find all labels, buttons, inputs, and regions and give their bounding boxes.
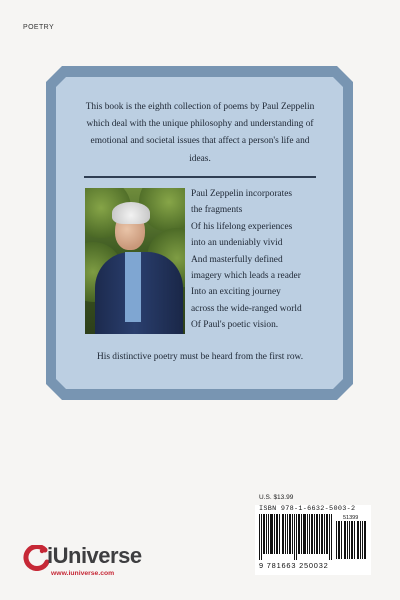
closing-line: His distinctive poetry must be heard from the first row. <box>96 352 304 362</box>
bio-line: into an undeniably vivid <box>191 238 283 249</box>
bio-line: And masterfully defined <box>191 254 283 265</box>
price-barcode <box>336 521 366 559</box>
iuniverse-logo-icon <box>23 545 49 571</box>
bio-line: Of his lifelong experiences <box>191 221 293 232</box>
barcode-number: 9 781663 250032 <box>259 561 329 570</box>
price-label: U.S. $13.99 <box>259 494 294 501</box>
isbn-barcode <box>259 514 333 560</box>
isbn-text: ISBN 978-1-6632-5003-2 <box>259 505 356 513</box>
intro-paragraph: This book is the eighth collection of poems by Paul Zeppelin which deal with the unique philosophy and understanding of emotional and societal issues that affect a person's life and ideas. <box>85 102 315 164</box>
bio-line: Into an exciting journey <box>191 287 281 298</box>
author-photo <box>85 188 185 334</box>
bio-line: imagery which leads a reader <box>191 271 301 282</box>
author-bio <box>191 186 331 334</box>
bio-line: across the wide-ranged world <box>191 303 302 314</box>
bio-line: Paul Zeppelin incorporates <box>191 189 293 199</box>
divider-rule <box>84 176 316 178</box>
price-code: 51399 <box>343 515 359 521</box>
publisher-url: www.iuniverse.com <box>51 570 115 577</box>
bio-line: the fragments <box>191 205 243 216</box>
bio-line: Of Paul's poetic vision. <box>191 320 279 331</box>
publisher-name: iUniverse <box>47 543 142 568</box>
category-label: POETRY <box>23 24 55 31</box>
